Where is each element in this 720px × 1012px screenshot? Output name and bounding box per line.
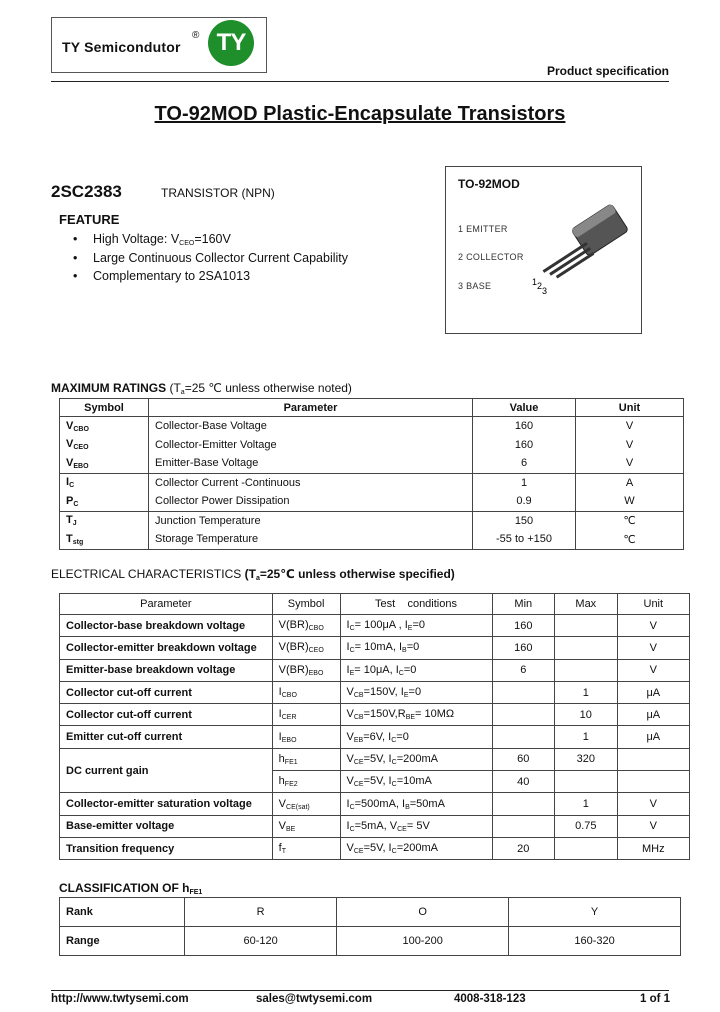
parameter-cell: Base-emitter voltage — [60, 815, 273, 837]
parameter-cell: Collector-emitter breakdown voltage — [60, 637, 273, 659]
value-cell: 150 — [473, 511, 576, 530]
unit-cell: ℃ — [576, 530, 684, 549]
parameter-cell: Collector cut-off current — [60, 681, 273, 703]
table-cell: 60-120 — [185, 927, 337, 956]
document-title-text: TO-92MOD Plastic-Encapsulate Transistors — [154, 103, 566, 125]
parameter-cell: DC current gain — [60, 748, 273, 793]
min-cell — [492, 704, 554, 726]
parameter-cell: Transition frequency — [60, 837, 273, 859]
symbol-cell: $I_{CER}$ — [272, 704, 340, 726]
table-row — [60, 793, 690, 815]
symbol-cell: $I_{EBO}$ — [272, 726, 340, 748]
footer-page: 1 of 1 — [640, 993, 671, 1005]
condition-cell: $V_{CE}=5V$, $I_C=10mA$ — [340, 771, 492, 793]
condition-cell: $I_E= 10\mu A$, $I_C=0$ — [340, 659, 492, 681]
symbol-cell: $h_{FE2}$ — [272, 771, 340, 793]
package-title: TO-92MOD — [458, 177, 520, 191]
classification-table — [59, 897, 681, 956]
symbol-cell: $V_{BE}$ — [272, 815, 340, 837]
pin-number: 3 — [542, 286, 548, 296]
value-cell: 160 — [473, 417, 576, 436]
symbol-cell: $V(BR)_{EBO}$ — [272, 659, 340, 681]
parameter-cell: Emitter cut-off current — [60, 726, 273, 748]
table-row — [60, 615, 690, 637]
footer-url[interactable]: http://www.twtysemi.com — [51, 993, 189, 1005]
unit-cell: MHz — [617, 837, 689, 859]
table-row — [60, 530, 684, 549]
parameter-cell: Junction Temperature — [149, 511, 473, 530]
column-header: Symbol — [272, 594, 340, 615]
column-header: Symbol — [60, 399, 149, 417]
column-header: Min — [492, 594, 554, 615]
unit-cell: V — [576, 417, 684, 436]
parameter-cell: Collector-base breakdown voltage — [60, 615, 273, 637]
symbol-cell: $T_{stg}$ — [60, 530, 149, 549]
table-row — [60, 492, 684, 511]
value-cell: 0.9 — [473, 492, 576, 511]
parameter-cell: Collector Current -Continuous — [149, 473, 473, 492]
symbol-cell: $V_{CEO}$ — [60, 436, 149, 455]
max-cell: 10 — [555, 704, 618, 726]
symbol-cell: $P_C$ — [60, 492, 149, 511]
brand-name: TY Semicondutor — [62, 39, 181, 55]
min-cell: 60 — [492, 748, 554, 770]
table-row — [60, 511, 684, 530]
max-cell — [555, 659, 618, 681]
part-type: TRANSISTOR (NPN) — [161, 186, 275, 200]
pin-number: 2 — [537, 281, 543, 291]
unit-cell: V — [576, 436, 684, 455]
feature-item: • Complementary to 2SA1013 — [73, 269, 251, 283]
column-header: Value — [473, 399, 576, 417]
symbol-cell: $V_{EBO}$ — [60, 454, 149, 473]
feature-item: • High Voltage: $V_{CEO}=160V$ — [73, 232, 231, 247]
footer-email[interactable]: sales@twtysemi.com — [256, 993, 373, 1005]
max-cell — [555, 637, 618, 659]
table-row — [60, 726, 690, 748]
unit-cell: μA — [617, 704, 689, 726]
table-row — [60, 417, 684, 436]
unit-cell — [617, 771, 689, 793]
min-cell: 40 — [492, 771, 554, 793]
parameter-cell: Collector Power Dissipation — [149, 492, 473, 511]
table-cell: R — [185, 898, 337, 927]
symbol-cell: $I_{CBO}$ — [272, 681, 340, 703]
symbol-cell: $V_{CBO}$ — [60, 417, 149, 436]
column-header: Unit — [617, 594, 689, 615]
table-cell: O — [337, 898, 509, 927]
parameter-cell: Emitter-base breakdown voltage — [60, 659, 273, 681]
symbol-cell: $I_C$ — [60, 473, 149, 492]
classification-heading: CLASSIFICATION OF $h_{FE1}$ — [59, 881, 203, 896]
table-row — [60, 837, 690, 859]
unit-cell: V — [617, 793, 689, 815]
condition-cell: $I_C=5mA$, $V_{CE}= 5V$ — [340, 815, 492, 837]
parameter-cell: Collector-Base Voltage — [149, 417, 473, 436]
max-cell: 1 — [555, 793, 618, 815]
unit-cell: ℃ — [576, 511, 684, 530]
symbol-cell: $T_J$ — [60, 511, 149, 530]
table-row — [60, 454, 684, 473]
table-row — [60, 748, 690, 770]
table-row — [60, 637, 690, 659]
table-cell: Range — [60, 927, 185, 956]
product-specification: Product specification — [546, 64, 669, 78]
table-row — [60, 815, 690, 837]
value-cell: 6 — [473, 454, 576, 473]
max-cell: 1 — [555, 726, 618, 748]
table-cell: 160-320 — [509, 927, 681, 956]
min-cell: 160 — [492, 637, 554, 659]
symbol-cell: $h_{FE1}$ — [272, 748, 340, 770]
unit-cell: A — [576, 473, 684, 492]
unit-cell: μA — [617, 681, 689, 703]
value-cell: -55 to +150 — [473, 530, 576, 549]
condition-cell: $V_{EB}=6V$, $I_C=0$ — [340, 726, 492, 748]
part-number: 2SC2383 — [51, 182, 122, 201]
parameter-cell: Storage Temperature — [149, 530, 473, 549]
unit-cell: μA — [617, 726, 689, 748]
min-cell — [492, 726, 554, 748]
min-cell — [492, 815, 554, 837]
table-row — [60, 681, 690, 703]
symbol-cell: $V_{CE(sat)}$ — [272, 793, 340, 815]
max-cell — [555, 771, 618, 793]
min-cell: 160 — [492, 615, 554, 637]
condition-cell: $I_C= 10mA$, $I_B=0$ — [340, 637, 492, 659]
min-cell — [492, 681, 554, 703]
condition-cell: $I_C=500mA$, $I_B=50mA$ — [340, 793, 492, 815]
ty-logo-icon: TY — [208, 20, 254, 66]
condition-cell: $V_{CE}=5V$, $I_C=200mA$ — [340, 837, 492, 859]
value-cell: 1 — [473, 473, 576, 492]
electrical-table — [59, 593, 690, 860]
table-row — [60, 704, 690, 726]
value-cell: 160 — [473, 436, 576, 455]
column-header: Max — [555, 594, 618, 615]
table-row — [60, 473, 684, 492]
table-cell: 100-200 — [337, 927, 509, 956]
max-cell — [555, 837, 618, 859]
pin-number: 1 — [532, 277, 538, 287]
min-cell — [492, 793, 554, 815]
unit-cell: V — [576, 454, 684, 473]
table-row — [60, 659, 690, 681]
max-cell — [555, 615, 618, 637]
unit-cell: V — [617, 637, 689, 659]
unit-cell: V — [617, 659, 689, 681]
pin-label: 3 BASE — [458, 281, 492, 291]
max-cell: 320 — [555, 748, 618, 770]
column-header: Parameter — [149, 399, 473, 417]
table-row — [60, 927, 681, 956]
header-divider — [51, 81, 669, 82]
unit-cell: V — [617, 815, 689, 837]
parameter-cell: Collector-Emitter Voltage — [149, 436, 473, 455]
column-header: Parameter — [60, 594, 273, 615]
max-cell: 0.75 — [555, 815, 618, 837]
condition-cell: $V_{CB}=150V$, $I_E=0$ — [340, 681, 492, 703]
parameter-cell: Collector cut-off current — [60, 704, 273, 726]
condition-cell: $V_{CB}=150V,R_{BE}= 10M\Omega$ — [340, 704, 492, 726]
parameter-cell: Collector-emitter saturation voltage — [60, 793, 273, 815]
unit-cell: V — [617, 615, 689, 637]
max-ratings-table — [59, 398, 684, 550]
symbol-cell: $V(BR)_{CEO}$ — [272, 637, 340, 659]
electrical-heading: ELECTRICAL CHARACTERISTICS ($T_a=25℃$ unless otherwise specified) — [51, 567, 455, 582]
footer-phone: 4008-318-123 — [454, 993, 526, 1005]
feature-heading: FEATURE — [59, 212, 120, 227]
footer-divider — [51, 990, 669, 991]
column-header: Unit — [576, 399, 684, 417]
transistor-package-icon — [520, 200, 640, 300]
table-row — [60, 898, 681, 927]
condition-cell: $V_{CE}=5V$, $I_C=200mA$ — [340, 748, 492, 770]
column-header: Test conditions — [340, 594, 492, 615]
min-cell: 20 — [492, 837, 554, 859]
symbol-cell: $f_T$ — [272, 837, 340, 859]
min-cell: 6 — [492, 659, 554, 681]
parameter-cell: Emitter-Base Voltage — [149, 454, 473, 473]
feature-item: • Large Continuous Collector Current Capability — [73, 251, 348, 265]
max-cell: 1 — [555, 681, 618, 703]
max-ratings-heading: MAXIMUM RATINGS ($T_a=25$ ℃ unless otherwise noted) — [51, 381, 352, 396]
unit-cell — [617, 748, 689, 770]
pin-label: 1 EMITTER — [458, 224, 508, 234]
table-row — [60, 436, 684, 455]
unit-cell: W — [576, 492, 684, 511]
table-cell: Rank — [60, 898, 185, 927]
table-cell: Y — [509, 898, 681, 927]
pin-label: 2 COLLECTOR — [458, 252, 524, 262]
document-title — [0, 103, 720, 126]
registered-mark: ® — [192, 30, 200, 41]
symbol-cell: $V(BR)_{CBO}$ — [272, 615, 340, 637]
condition-cell: $I_C= 100\mu A$ , $I_E=0$ — [340, 615, 492, 637]
